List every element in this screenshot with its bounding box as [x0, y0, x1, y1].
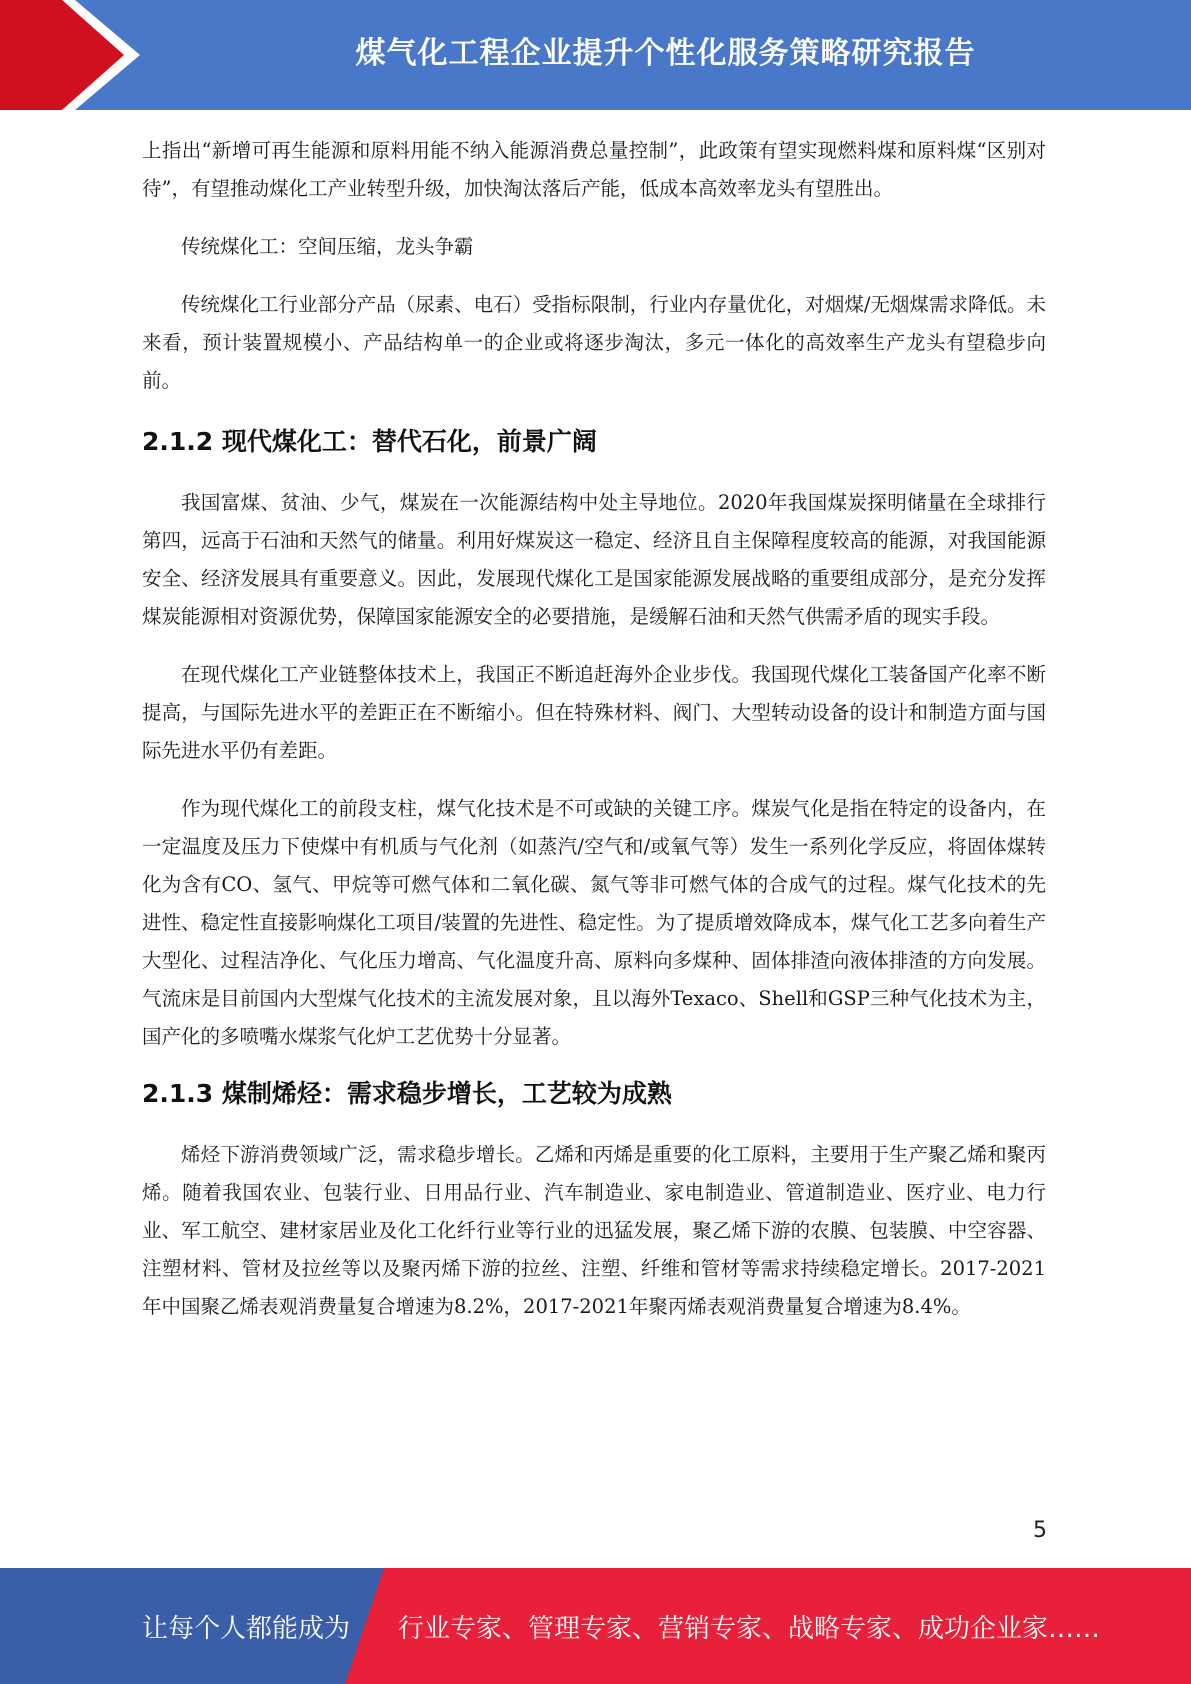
page-number: 5	[1033, 1518, 1047, 1543]
page-content	[142, 132, 1046, 1326]
paragraph-tech-gap: 在现代煤化工产业链整体技术上，我国正不断追赶海外企业步伐。我国现代煤化工装备国产化率不断提高，与国际先进水平的差距正在不断缩小。但在特殊材料、阀门、大型转动设备的设计和制造方面与国际先进水平仍有差距。	[142, 663, 1046, 762]
footer-slogan-right: 行业专家、管理专家、营销专家、战略专家、成功企业家……	[398, 1613, 1101, 1644]
subheading-traditional: 传统煤化工：空间压缩，龙头争霸	[181, 235, 474, 258]
section-heading-2-1-2: 2.1.2 现代煤化工：替代石化，前景广阔	[142, 427, 597, 456]
page-header	[0, 0, 1191, 110]
paragraph-traditional: 传统煤化工行业部分产品（尿素、电石）受指标限制，行业内存量优化，对烟煤/无烟煤需求降低。未来看，预计装置规模小、产品结构单一的企业或将逐步淘汰，多元一体化的高效率生产龙头有望稳步向前。	[142, 293, 1046, 392]
document-title: 煤气化工程企业提升个性化服务策略研究报告	[355, 36, 976, 71]
page-footer	[0, 1568, 1191, 1684]
section-heading-2-1-3: 2.1.3 煤制烯烃：需求稳步增长，工艺较为成熟	[142, 1079, 672, 1108]
paragraph-gasification: 作为现代煤化工的前段支柱，煤气化技术是不可或缺的关键工序。煤炭气化是指在特定的设备内，在一定温度及压力下使煤中有机质与气化剂（如蒸汽/空气和/或氧气等）发生一系列化学反应，将固体煤转化为含有CO、氢气、甲烷等可燃气体和二氧化碳、氮气等非可燃气体的合成气的过程。煤气化技术的先进性、稳定性直接影响煤化工项目/装置的先进性、稳定性。为了提质增效降成本，煤气化工艺多向着生产大型化、过程洁净化、气化压力增高、气化温度升高、原料向多煤种、固体排渣向液体排渣的方向发展。气流床是目前国内大型煤气化技术的主流发展对象，且以海外Texaco、Shell和GSP三种气化技术为主，国产化的多喷嘴水煤浆气化炉工艺优势十分显著。	[142, 797, 1046, 1048]
paragraph-modern-coal: 我国富煤、贫油、少气，煤炭在一次能源结构中处主导地位。2020年我国煤炭探明储量在全球排行第四，远高于石油和天然气的储量。利用好煤炭这一稳定、经济且自主保障程度较高的能源，对我国能源安全、经济发展具有重要意义。因此，发展现代煤化工是国家能源发展战略的重要组成部分，是充分发挥煤炭能源相对资源优势，保障国家能源安全的必要措施，是缓解石油和天然气供需矛盾的现实手段。	[142, 491, 1046, 628]
paragraph-olefins: 烯烃下游消费领域广泛，需求稳步增长。乙烯和丙烯是重要的化工原料，主要用于生产聚乙烯和聚丙烯。随着我国农业、包装行业、日用品行业、汽车制造业、家电制造业、管道制造业、医疗业、电力行业、军工航空、建材家居业及化工化纤行业等行业的迅猛发展，聚乙烯下游的农膜、包装膜、中空容器、注塑材料、管材及拉丝等以及聚丙烯下游的拉丝、注塑、纤维和管材等需求持续稳定增长。2017-2021年中国聚乙烯表观消费量复合增速为8.2%，2017-2021年聚丙烯表观消费量复合增速为8.4%。	[142, 1143, 1046, 1318]
paragraph-policy: 上指出“新增可再生能源和原料用能不纳入能源消费总量控制”，此政策有望实现燃料煤和原料煤“区别对待”，有望推动煤化工产业转型升级，加快淘汰落后产能，低成本高效率龙头有望胜出。	[142, 139, 1046, 200]
footer-slogan-left: 让每个人都能成为	[142, 1613, 351, 1644]
